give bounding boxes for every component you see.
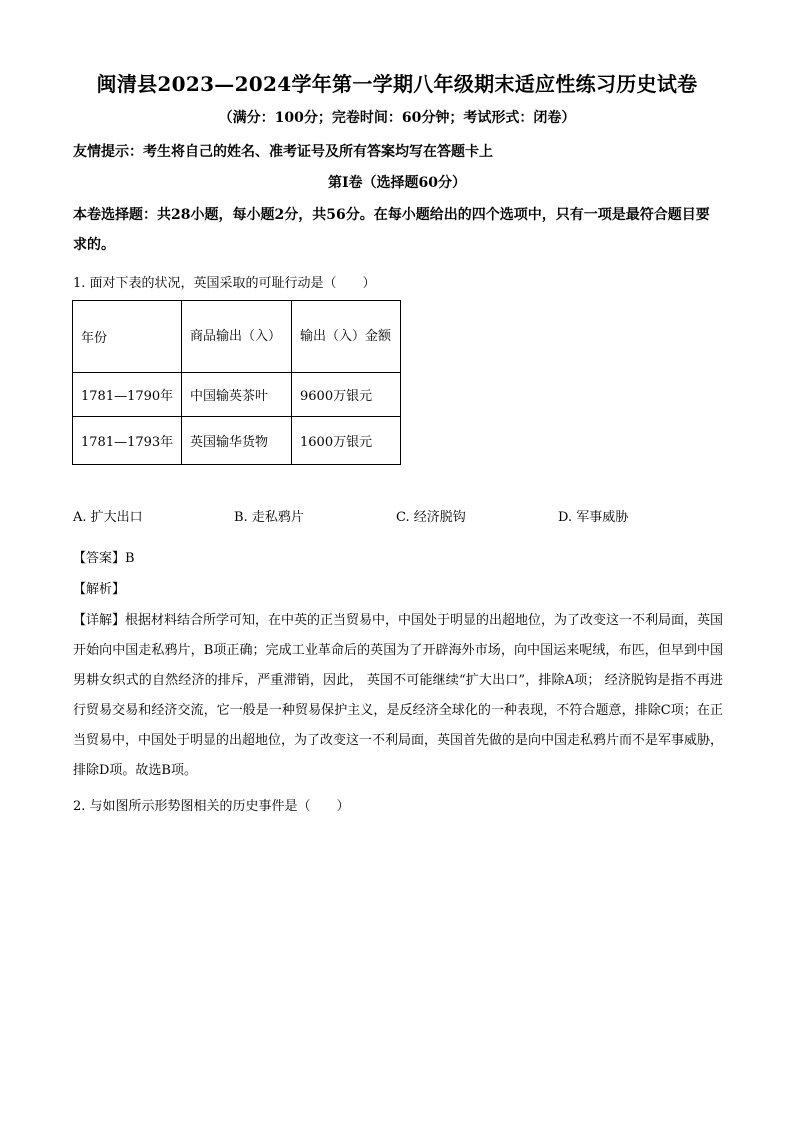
table-cell: 1781—1790年: [73, 373, 182, 417]
table-cell: 1781—1793年: [73, 417, 182, 465]
section-instruction: 本卷选择题：共28小题，每小题2分，共56分。在每小题给出的四个选项中，只有一项是最符合题目要求的。: [73, 207, 710, 253]
trade-table: [72, 300, 401, 465]
table-header-row: [73, 301, 401, 373]
table-cell: 9600万银元: [292, 373, 401, 417]
option-d: D. 军事威胁: [558, 510, 629, 525]
table-cell: 英国输华货物: [182, 417, 292, 465]
table-row: [73, 417, 401, 465]
table-header-cell: 商品输出（入）: [182, 301, 292, 373]
question-1-close: ）: [362, 276, 376, 291]
question-1-stem: [73, 272, 376, 291]
table-cell: 中国输英茶叶: [182, 373, 292, 417]
table-row: [73, 373, 401, 417]
friendly-tip: 友情提示：考生将自己的姓名、准考证号及所有答案均写在答题卡上: [73, 144, 493, 160]
section-title: 第Ⅰ卷（选择题60分）: [327, 175, 467, 191]
question-2-stem: [73, 795, 350, 814]
table-header-cell: 年份: [73, 301, 182, 373]
option-b: B. 走私鸦片: [234, 510, 304, 525]
question-1-text: 1. 面对下表的状况，英国采取的可耻行动是（: [73, 276, 337, 291]
question-2-close: ）: [336, 799, 350, 814]
answer-label: 【答案】B: [73, 551, 135, 566]
table-cell: 1600万银元: [292, 417, 401, 465]
analysis-detail: 【详解】根据材料结合所学可知，在中英的正当贸易中，中国处于明显的出超地位，为了改变这一不利局面，英国开始向中国走私鸦片，B项正确；完成工业革命后的英国为了开辟海外市场，向中国运来呢绒，布匹，但早到中国男耕女织式的自然经济的排斥，严重滞销，因此， 英国不可能继续“扩大出口”，排除A项； 经济脱钩是指不再进行贸易交易和经济交流，它一般是一种贸易保护主义，是反经济全球化的一种表现，不符合题意，排除C项；在正当贸易中，中国处于明显的出超地位，为了改变这一不利局面，英国首先做的是向中国走私鸦片而不是军事威胁，排除D项。故选B项。: [73, 613, 724, 778]
exam-subtitle: （满分：100分；完卷时间：60分钟；考试形式：闭卷）: [218, 110, 576, 126]
option-c: C. 经济脱钩: [396, 510, 466, 525]
question-2-text: 2. 与如图所示形势图相关的历史事件是（: [73, 799, 311, 814]
option-a: A. 扩大出口: [73, 510, 143, 525]
exam-title: 闽清县2023—2024学年第一学期八年级期末适应性练习历史试卷: [96, 72, 698, 96]
analysis-label: 【解析】: [73, 582, 126, 597]
table-header-cell: 输出（入）金额: [292, 301, 401, 373]
